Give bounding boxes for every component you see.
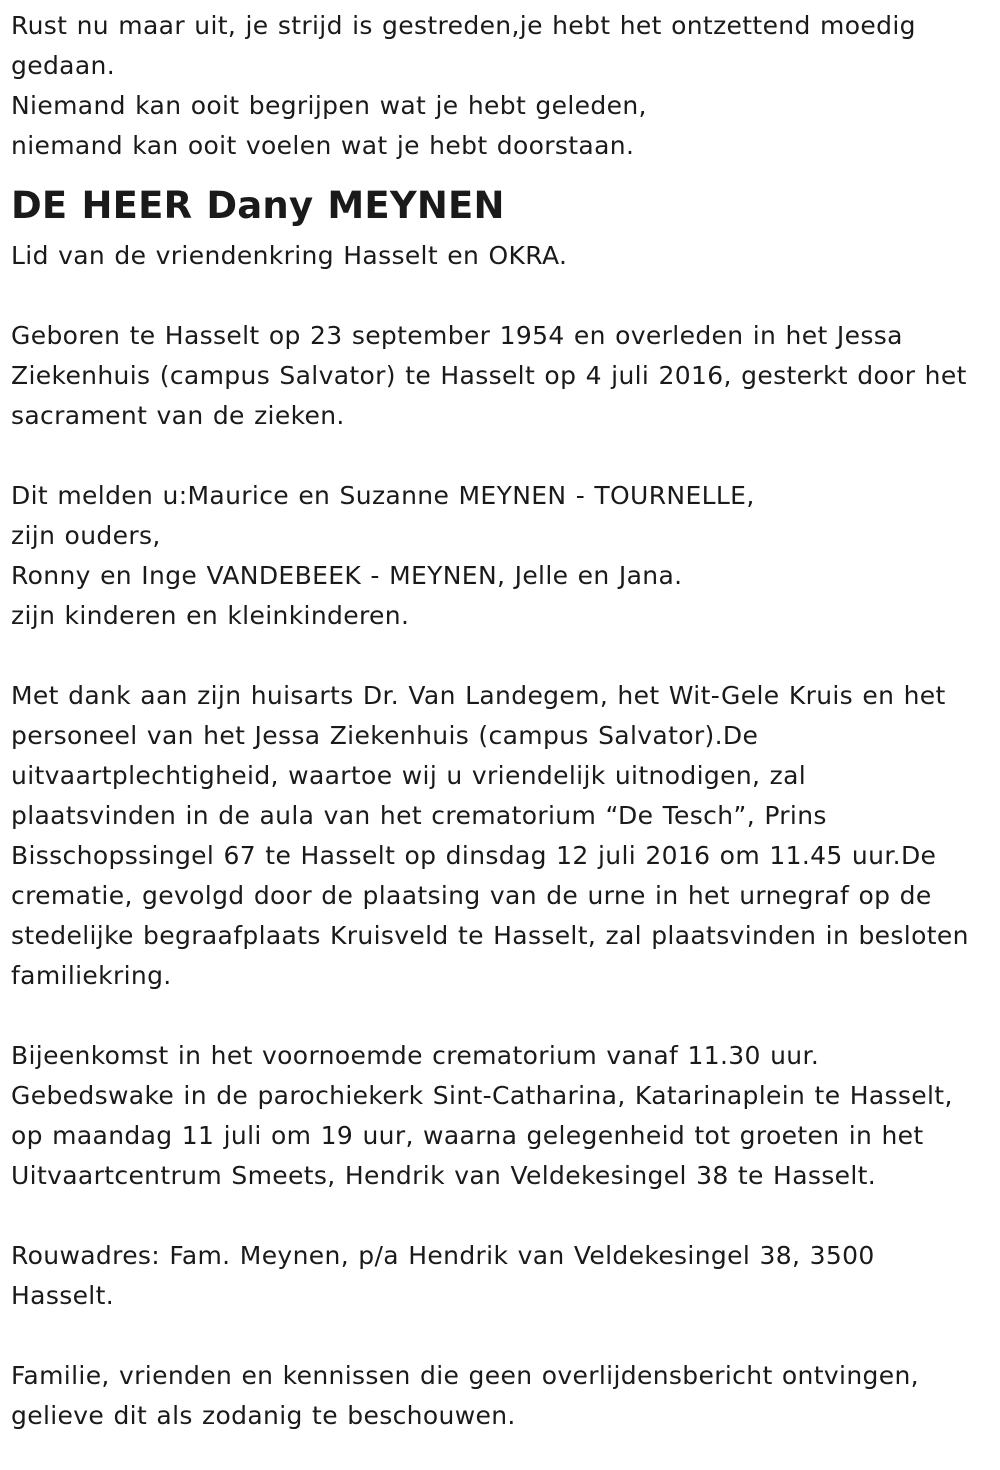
gathering-line: op maandag 11 juli om 19 uur, waarna gelegenheid tot groeten in het bbox=[11, 1121, 924, 1150]
deceased-name-heading: DE HEER Dany MEYNEN bbox=[11, 184, 505, 227]
ceremony-paragraph bbox=[11, 676, 993, 996]
paragraph-spacer bbox=[11, 996, 993, 1036]
address-paragraph bbox=[11, 1236, 993, 1316]
poem-line: Niemand kan ooit begrijpen wat je hebt geleden, bbox=[11, 91, 647, 120]
address-line: Rouwadres: Fam. Meynen, p/a Hendrik van Veldekesingel 38, 3500 bbox=[11, 1241, 875, 1270]
birth-death-line: Geboren te Hasselt op 23 september 1954 en overleden in het Jessa bbox=[11, 321, 903, 350]
closing-line: Familie, vrienden en kennissen die geen overlijdensbericht ontvingen, bbox=[11, 1361, 919, 1390]
ceremony-line: personeel van het Jessa Ziekenhuis (campus Salvator).De bbox=[11, 721, 759, 750]
family-line: Dit melden u:Maurice en Suzanne MEYNEN - TOURNELLE, bbox=[11, 481, 755, 510]
ceremony-line: plaatsvinden in de aula van het crematorium “De Tesch”, Prins bbox=[11, 801, 827, 830]
ceremony-line: crematie, gevolgd door de plaatsing van de urne in het urnegraf op de bbox=[11, 881, 932, 910]
family-paragraph bbox=[11, 476, 993, 636]
ceremony-line: uitvaartplechtigheid, waartoe wij u vriendelijk uitnodigen, zal bbox=[11, 761, 807, 790]
ceremony-line: stedelijke begraafplaats Kruisveld te Hasselt, zal plaatsvinden in besloten bbox=[11, 921, 969, 950]
ceremony-line: Bisschopssingel 67 te Hasselt op dinsdag 12 juli 2016 om 11.45 uur.De bbox=[11, 841, 937, 870]
gathering-line: Bijeenkomst in het voornoemde crematorium vanaf 11.30 uur. bbox=[11, 1041, 820, 1070]
paragraph-spacer bbox=[11, 1196, 993, 1236]
paragraph-spacer bbox=[11, 636, 993, 676]
poem-paragraph bbox=[11, 6, 993, 166]
birth-death-line: Ziekenhuis (campus Salvator) te Hasselt op 4 juli 2016, gesterkt door het bbox=[11, 361, 967, 390]
closing-paragraph bbox=[11, 1356, 993, 1436]
family-line: Ronny en Inge VANDEBEEK - MEYNEN, Jelle en Jana. bbox=[11, 561, 683, 590]
ceremony-line: Met dank aan zijn huisarts Dr. Van Landegem, het Wit-Gele Kruis en het bbox=[11, 681, 946, 710]
paragraph-spacer bbox=[11, 436, 993, 476]
membership-line: Lid van de vriendenkring Hasselt en OKRA. bbox=[11, 241, 568, 270]
paragraph-spacer bbox=[11, 1316, 993, 1356]
paragraph-spacer bbox=[11, 276, 993, 316]
poem-line: gedaan. bbox=[11, 51, 116, 80]
gathering-line: Gebedswake in de parochiekerk Sint-Catharina, Katarinaplein te Hasselt, bbox=[11, 1081, 953, 1110]
address-line: Hasselt. bbox=[11, 1281, 115, 1310]
ceremony-line: familiekring. bbox=[11, 961, 172, 990]
poem-line: niemand kan ooit voelen wat je hebt doorstaan. bbox=[11, 131, 635, 160]
membership-paragraph bbox=[11, 236, 993, 276]
obituary-document bbox=[11, 6, 993, 1436]
birth-death-paragraph bbox=[11, 316, 993, 436]
gathering-line: Uitvaartcentrum Smeets, Hendrik van Veldekesingel 38 te Hasselt. bbox=[11, 1161, 877, 1190]
gathering-paragraph bbox=[11, 1036, 993, 1196]
family-line: zijn ouders, bbox=[11, 521, 161, 550]
poem-line: Rust nu maar uit, je strijd is gestreden,je hebt het ontzettend moedig bbox=[11, 11, 916, 40]
family-line: zijn kinderen en kleinkinderen. bbox=[11, 601, 410, 630]
closing-line: gelieve dit als zodanig te beschouwen. bbox=[11, 1401, 516, 1430]
birth-death-line: sacrament van de zieken. bbox=[11, 401, 345, 430]
